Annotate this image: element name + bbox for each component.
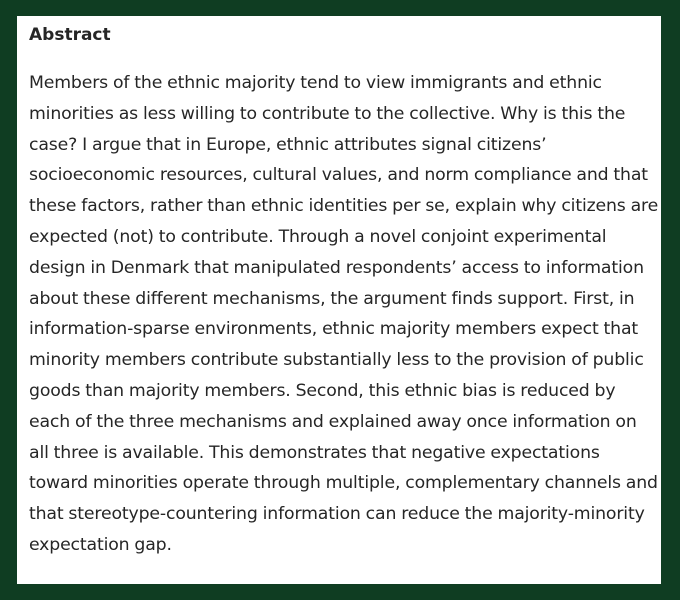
abstract-panel <box>17 16 661 584</box>
abstract-body: Members of the ethnic majority tend to view immigrants and ethnic minorities as less willing to contribute to the collective. Why is this the case? I argue that in Europe, ethnic attributes signal citizens’ socioeconomic resources, cultural values, and norm compliance and that these factors, rather than ethnic identities per se, explain why citizens are expected (not) to contribute. Through a novel conjoint experimental design in Denmark that manipulated respondents’ access to information about these different mechanisms, the argument finds support. First, in information-sparse environments, ethnic majority members expect that minority members contribute substantially less to the provision of public goods than majority members. Second, this ethnic bias is reduced by each of the three mechanisms and explained away once information on all three is available. This demonstrates that negative expectations toward minorities operate through multiple, complementary channels and that stereotype-countering information can reduce the majority-minority expectation gap. <box>29 73 659 555</box>
abstract-heading: Abstract <box>29 25 111 45</box>
